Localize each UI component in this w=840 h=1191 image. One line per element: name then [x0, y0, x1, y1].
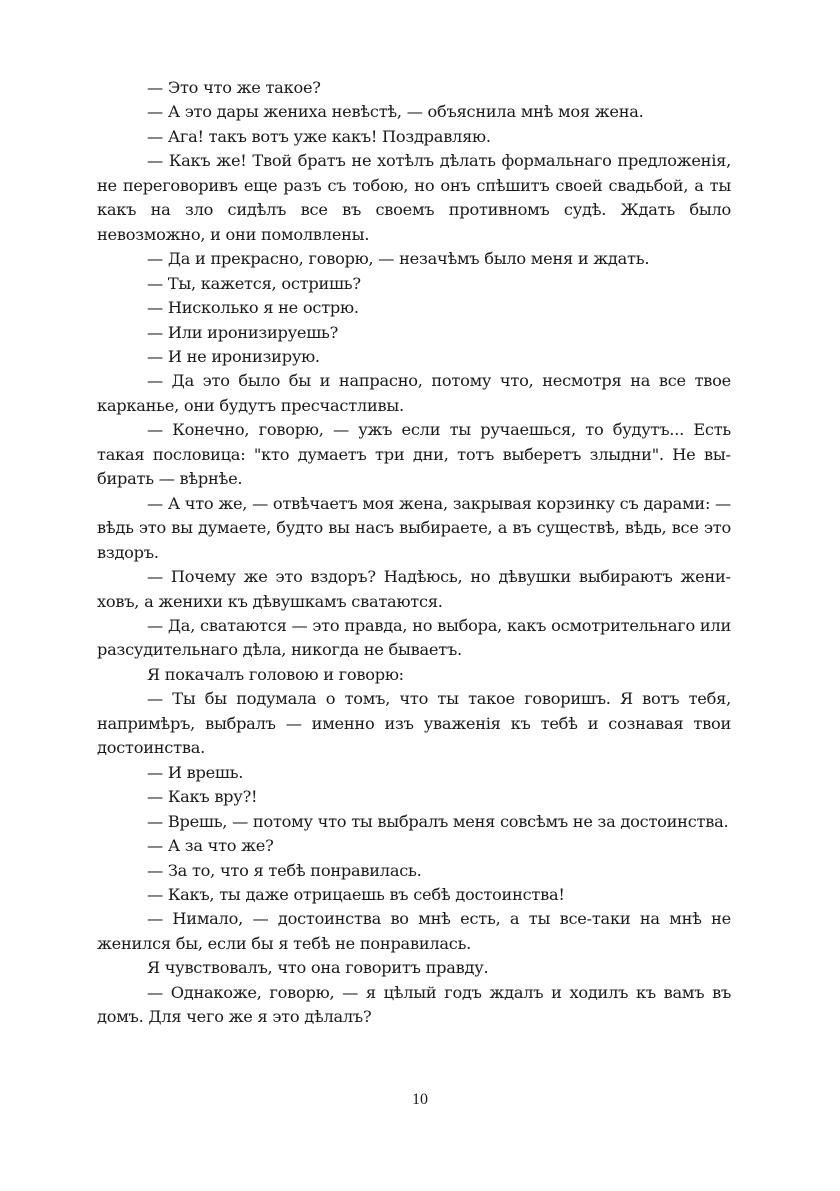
paragraph-24: Я чувствовалъ, что она говоритъ правду. [147, 958, 489, 978]
paragraph-14: — Да, сватаются — это правда, но выбора, какъ осмотрительнаго или разсудительнаго дѣла, никогда не бываетъ. [97, 615, 731, 660]
paragraph-11: — Конечно, говорю, — ужъ если ты ручаешься, то будутъ... Есть такая пословица: "кто думаетъ три дни, тотъ выберетъ злыдни". Не выбирать — вѣрнѣе. [97, 420, 731, 489]
paragraph-19: — Врешь, — потому что ты выбралъ меня совсѣмъ не за достоинства. [147, 811, 729, 831]
paragraph-6: — Ты, кажется, остришь? [147, 273, 361, 293]
paragraph-23: — Нимало, — достоинства во мнѣ есть, а ты все-таки на мнѣ не женился бы, если бы я тебѣ не понравилась. [97, 909, 731, 953]
page-body [97, 76, 731, 1030]
page-number: 10 [412, 1091, 428, 1108]
paragraph-22: — Какъ, ты даже отрицаешь въ себѣ достоинства! [147, 884, 565, 904]
paragraph-21: — За то, что я тебѣ понравилась. [147, 860, 422, 880]
paragraph-18: — Какъ вру?! [147, 787, 258, 807]
paragraph-16: — Ты бы подумала о томъ, что ты такое говоришъ. Я вотъ тебя, напримѣръ, выбралъ — именно изъ уваженія къ тебѣ и сознавая твои достоинства. [97, 689, 731, 758]
paragraph-15: Я покачалъ головою и говорю: [147, 664, 404, 684]
paragraph-8: — Или иронизируешь? [147, 322, 339, 342]
paragraph-7: — Нисколько я не острю. [147, 298, 359, 318]
paragraph-3: — Ага! такъ вотъ уже какъ! Поздравляю. [147, 126, 491, 146]
paragraph-12: — А что же, — отвѣчаетъ моя жена, закрывая корзинку съ дарами: — вѣдь это вы думаете, будто вы насъ выбираете, а въ существѣ, вѣдь, все это вздоръ. [97, 493, 731, 562]
paragraph-2: — А это дары жениха невѣстѣ, — объяснила мнѣ моя жена. [147, 102, 644, 122]
paragraph-1: — Это что же такое? [147, 78, 321, 97]
paragraph-4: — Какъ же! Твой братъ не хотѣлъ дѣлать формальнаго предложенія, не переговоривъ еще разъ съ тобою, но онъ спѣшитъ своей свадьбой, а ты какъ на зло сидѣлъ все въ своемъ противномъ судѣ. Ждать было невозможно, и они помолвлены. [97, 151, 731, 244]
paragraph-13: — Почему же это вздоръ? Надѣюсь, но дѣвушки выбираютъ жениховъ, а женихи къ дѣвушкамъ сватаются. [97, 567, 731, 611]
paragraph-5: — Да и прекрасно, говорю, — незачѣмъ было меня и ждать. [147, 249, 650, 269]
paragraph-10: — Да это было бы и напрасно, потому что, несмотря на все твое карканье, они будутъ пресчастливы. [97, 371, 731, 415]
paragraph-20: — А за что же? [147, 836, 274, 856]
paragraph-25: — Однакоже, говорю, — я цѣлый годъ ждалъ и ходилъ къ вамъ въ домъ. Для чего же я это дѣлалъ? [97, 982, 731, 1027]
paragraph-9: — И не иронизирую. [147, 346, 320, 366]
paragraph-17: — И врешь. [147, 762, 244, 782]
